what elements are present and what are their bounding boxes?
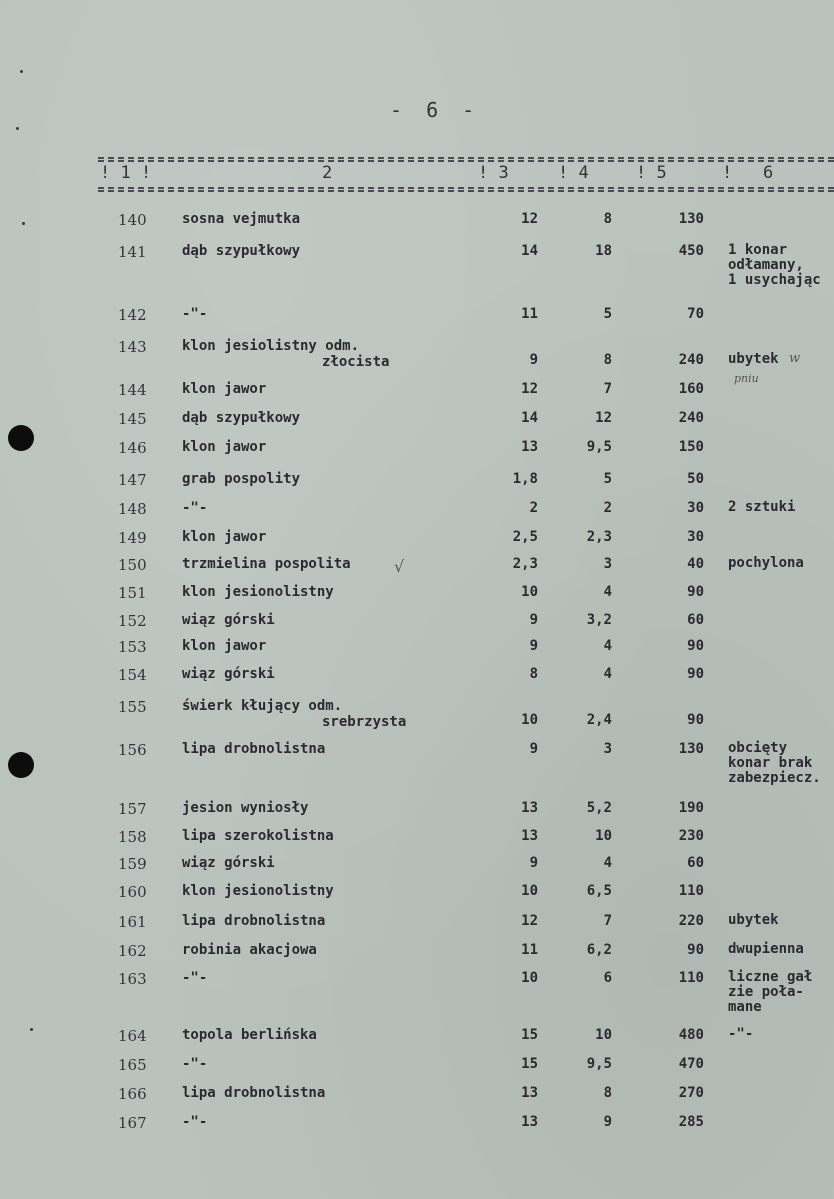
cell-col-5: 130 bbox=[678, 741, 704, 757]
cell-col-5: 230 bbox=[678, 828, 704, 844]
row-number: 143 bbox=[118, 338, 147, 356]
cell-col-3: 13 bbox=[521, 1085, 538, 1101]
species-name: lipa drobnolistna bbox=[182, 741, 326, 757]
margin-dot bbox=[20, 70, 23, 73]
species-name: wiąz górski bbox=[182, 855, 275, 871]
cell-col-4: 9 bbox=[603, 1114, 612, 1130]
row-number: 142 bbox=[118, 306, 147, 324]
row-number: 154 bbox=[118, 666, 147, 684]
species-name: klon jawor bbox=[182, 529, 267, 545]
cell-col-3: 1,8 bbox=[512, 471, 538, 487]
cell-col-3: 9 bbox=[529, 612, 538, 628]
cell-col-5: 40 bbox=[687, 556, 704, 572]
table-row bbox=[0, 556, 834, 580]
cell-col-3: 13 bbox=[521, 800, 538, 816]
cell-col-3: 9 bbox=[529, 855, 538, 871]
row-number: 152 bbox=[118, 612, 147, 630]
margin-dot bbox=[16, 127, 19, 130]
table-row bbox=[0, 410, 834, 434]
species-name: jesion wyniosły bbox=[182, 800, 309, 816]
remarks: -"- bbox=[728, 1026, 754, 1042]
remarks: 2 sztuki bbox=[728, 499, 796, 515]
header-col-2: 2 bbox=[322, 163, 333, 183]
cell-col-5: 240 bbox=[678, 352, 704, 368]
cell-col-4: 5 bbox=[603, 471, 612, 487]
remarks: dwupienna bbox=[728, 941, 804, 957]
row-number: 146 bbox=[118, 439, 147, 457]
cell-col-4: 7 bbox=[603, 913, 612, 929]
row-number: 145 bbox=[118, 410, 147, 428]
species-name: lipa drobnolistna bbox=[182, 913, 326, 929]
cell-col-5: 50 bbox=[687, 471, 704, 487]
row-number: 162 bbox=[118, 942, 147, 960]
species-name: klon jawor bbox=[182, 381, 267, 397]
cell-col-4: 6,2 bbox=[586, 942, 612, 958]
species-name: grab pospolity bbox=[182, 471, 301, 487]
species-name: dąb szypułkowy bbox=[182, 243, 301, 259]
table-row bbox=[0, 942, 834, 966]
handwritten-note: w bbox=[789, 351, 801, 366]
cell-col-5: 130 bbox=[678, 211, 704, 227]
header-col-4: ! 4 bbox=[558, 163, 589, 183]
species-name: -"- bbox=[182, 1056, 208, 1072]
species-name: świerk kłujący odm. bbox=[182, 698, 343, 714]
row-number: 164 bbox=[118, 1027, 147, 1045]
cell-col-4: 9,5 bbox=[586, 439, 612, 455]
cell-col-5: 70 bbox=[687, 306, 704, 322]
cell-col-3: 2,3 bbox=[512, 556, 538, 572]
row-number: 149 bbox=[118, 529, 147, 547]
cell-col-3: 13 bbox=[521, 1114, 538, 1130]
cell-col-4: 9,5 bbox=[586, 1056, 612, 1072]
cell-col-4: 10 bbox=[595, 828, 612, 844]
cell-col-5: 160 bbox=[678, 381, 704, 397]
cell-col-3: 14 bbox=[521, 243, 538, 259]
species-name: klon jawor bbox=[182, 439, 267, 455]
cell-col-5: 90 bbox=[687, 638, 704, 654]
cell-col-4: 6 bbox=[603, 970, 612, 986]
cell-col-5: 190 bbox=[678, 800, 704, 816]
cell-col-3: 12 bbox=[521, 381, 538, 397]
row-number: 151 bbox=[118, 584, 147, 602]
cell-col-5: 30 bbox=[687, 500, 704, 516]
cell-col-4: 4 bbox=[603, 638, 612, 654]
row-number: 156 bbox=[118, 741, 147, 759]
species-name: robinia akacjowa bbox=[182, 942, 317, 958]
cell-col-4: 2,4 bbox=[586, 712, 612, 728]
cell-col-5: 60 bbox=[687, 612, 704, 628]
remarks: ubytek bbox=[728, 912, 779, 928]
cell-col-5: 60 bbox=[687, 855, 704, 871]
table-row bbox=[0, 969, 834, 1015]
cell-col-4: 4 bbox=[603, 584, 612, 600]
cell-col-5: 150 bbox=[678, 439, 704, 455]
row-number: 147 bbox=[118, 471, 147, 489]
header-rule-bottom bbox=[98, 187, 834, 189]
cell-col-5: 470 bbox=[678, 1056, 704, 1072]
cell-col-4: 5,2 bbox=[586, 800, 612, 816]
table-row bbox=[0, 529, 834, 553]
cell-col-4: 8 bbox=[603, 1085, 612, 1101]
table-row bbox=[0, 1056, 834, 1080]
page-number: - 6 - bbox=[390, 98, 481, 122]
cell-col-3: 15 bbox=[521, 1027, 538, 1043]
cell-col-5: 220 bbox=[678, 913, 704, 929]
species-name: -"- bbox=[182, 970, 208, 986]
cell-col-3: 2,5 bbox=[512, 529, 538, 545]
cell-col-4: 2,3 bbox=[586, 529, 612, 545]
species-name: -"- bbox=[182, 1114, 208, 1130]
row-number: 165 bbox=[118, 1056, 147, 1074]
cell-col-3: 10 bbox=[521, 970, 538, 986]
header-rule-top-2 bbox=[98, 160, 834, 162]
cell-col-5: 270 bbox=[678, 1085, 704, 1101]
table-row bbox=[0, 242, 834, 288]
species-name: -"- bbox=[182, 306, 208, 322]
row-number: 153 bbox=[118, 638, 147, 656]
header-col-3: ! 3 bbox=[478, 163, 509, 183]
cell-col-5: 90 bbox=[687, 584, 704, 600]
cell-col-4: 3 bbox=[603, 741, 612, 757]
cell-col-3: 9 bbox=[529, 352, 538, 368]
cell-col-3: 10 bbox=[521, 584, 538, 600]
header-rule-bottom-2 bbox=[98, 190, 834, 192]
cell-col-5: 110 bbox=[678, 883, 704, 899]
cell-col-3: 9 bbox=[529, 741, 538, 757]
table-row bbox=[0, 913, 834, 937]
header-col-6: ! 6 bbox=[722, 163, 774, 183]
table-row bbox=[0, 638, 834, 662]
handwritten-note-2: pniu bbox=[734, 372, 759, 385]
cell-col-5: 90 bbox=[687, 712, 704, 728]
remarks: 1 konar odłamany, 1 usychając bbox=[728, 242, 821, 288]
species-name: wiąz górski bbox=[182, 666, 275, 682]
row-number: 148 bbox=[118, 500, 147, 518]
row-number: 163 bbox=[118, 970, 147, 988]
table-row bbox=[0, 828, 834, 852]
row-number: 144 bbox=[118, 381, 147, 399]
cell-col-5: 480 bbox=[678, 1027, 704, 1043]
row-number: 157 bbox=[118, 800, 147, 818]
cell-col-5: 285 bbox=[678, 1114, 704, 1130]
species-name: trzmielina pospolita bbox=[182, 556, 351, 572]
table-row bbox=[0, 883, 834, 907]
cell-col-4: 4 bbox=[603, 666, 612, 682]
species-name: -"- bbox=[182, 500, 208, 516]
species-name: topola berlińska bbox=[182, 1027, 317, 1043]
species-name: klon jesionolistny bbox=[182, 883, 334, 899]
cell-col-4: 3,2 bbox=[586, 612, 612, 628]
cell-col-3: 9 bbox=[529, 638, 538, 654]
species-name: wiąz górski bbox=[182, 612, 275, 628]
cell-col-4: 6,5 bbox=[586, 883, 612, 899]
table-row bbox=[0, 612, 834, 636]
table-row bbox=[0, 306, 834, 330]
species-name: dąb szypułkowy bbox=[182, 410, 301, 426]
species-name: sosna vejmutka bbox=[182, 211, 301, 227]
species-name-variety: złocista bbox=[322, 354, 390, 370]
cell-col-3: 8 bbox=[529, 666, 538, 682]
table-row bbox=[0, 1085, 834, 1109]
check-mark-icon: √ bbox=[394, 557, 405, 576]
remarks: liczne gał zie poła- mane bbox=[728, 969, 813, 1015]
cell-col-4: 10 bbox=[595, 1027, 612, 1043]
species-name: lipa drobnolistna bbox=[182, 1085, 326, 1101]
row-number: 160 bbox=[118, 883, 147, 901]
table-row bbox=[0, 740, 834, 786]
table-row bbox=[0, 855, 834, 879]
cell-col-4: 8 bbox=[603, 211, 612, 227]
table-row bbox=[0, 471, 834, 495]
cell-col-3: 13 bbox=[521, 439, 538, 455]
species-name: lipa szerokolistna bbox=[182, 828, 334, 844]
cell-col-5: 30 bbox=[687, 529, 704, 545]
cell-col-3: 12 bbox=[521, 913, 538, 929]
cell-col-3: 12 bbox=[521, 211, 538, 227]
row-number: 159 bbox=[118, 855, 147, 873]
table-row bbox=[0, 1027, 834, 1051]
cell-col-4: 5 bbox=[603, 306, 612, 322]
cell-col-5: 450 bbox=[678, 243, 704, 259]
remarks: obcięty konar brak zabezpiecz. bbox=[728, 740, 821, 786]
header-rule-top bbox=[98, 157, 834, 159]
cell-col-4: 18 bbox=[595, 243, 612, 259]
cell-col-5: 240 bbox=[678, 410, 704, 426]
table-row bbox=[0, 584, 834, 608]
table-row bbox=[0, 211, 834, 235]
cell-col-3: 2 bbox=[529, 500, 538, 516]
remarks: pochylona bbox=[728, 555, 804, 571]
cell-col-4: 3 bbox=[603, 556, 612, 572]
table-row bbox=[0, 1114, 834, 1138]
cell-col-3: 13 bbox=[521, 828, 538, 844]
cell-col-3: 15 bbox=[521, 1056, 538, 1072]
row-number: 158 bbox=[118, 828, 147, 846]
species-name-variety: srebrzysta bbox=[322, 714, 407, 730]
table-row bbox=[0, 800, 834, 824]
header-col-5: ! 5 bbox=[636, 163, 667, 183]
cell-col-4: 8 bbox=[603, 352, 612, 368]
remarks: ubytek bbox=[728, 351, 779, 367]
cell-col-3: 11 bbox=[521, 942, 538, 958]
cell-col-5: 90 bbox=[687, 942, 704, 958]
header-col-1: ! 1 ! bbox=[100, 163, 152, 183]
cell-col-4: 12 bbox=[595, 410, 612, 426]
row-number: 140 bbox=[118, 211, 147, 229]
cell-col-3: 11 bbox=[521, 306, 538, 322]
table-row bbox=[0, 666, 834, 690]
row-number: 155 bbox=[118, 698, 147, 716]
species-name: klon jesionolistny bbox=[182, 584, 334, 600]
cell-col-5: 110 bbox=[678, 970, 704, 986]
row-number: 166 bbox=[118, 1085, 147, 1103]
cell-col-5: 90 bbox=[687, 666, 704, 682]
species-name: klon jawor bbox=[182, 638, 267, 654]
cell-col-4: 4 bbox=[603, 855, 612, 871]
row-number: 161 bbox=[118, 913, 147, 931]
cell-col-3: 14 bbox=[521, 410, 538, 426]
table-row bbox=[0, 381, 834, 405]
cell-col-3: 10 bbox=[521, 883, 538, 899]
cell-col-4: 7 bbox=[603, 381, 612, 397]
row-number: 167 bbox=[118, 1114, 147, 1132]
cell-col-4: 2 bbox=[603, 500, 612, 516]
table-row bbox=[0, 439, 834, 463]
table-row bbox=[0, 500, 834, 524]
row-number: 150 bbox=[118, 556, 147, 574]
species-name: klon jesiolistny odm. bbox=[182, 338, 360, 354]
table-row bbox=[0, 698, 834, 730]
table-row bbox=[0, 338, 834, 370]
cell-col-3: 10 bbox=[521, 712, 538, 728]
row-number: 141 bbox=[118, 243, 147, 261]
